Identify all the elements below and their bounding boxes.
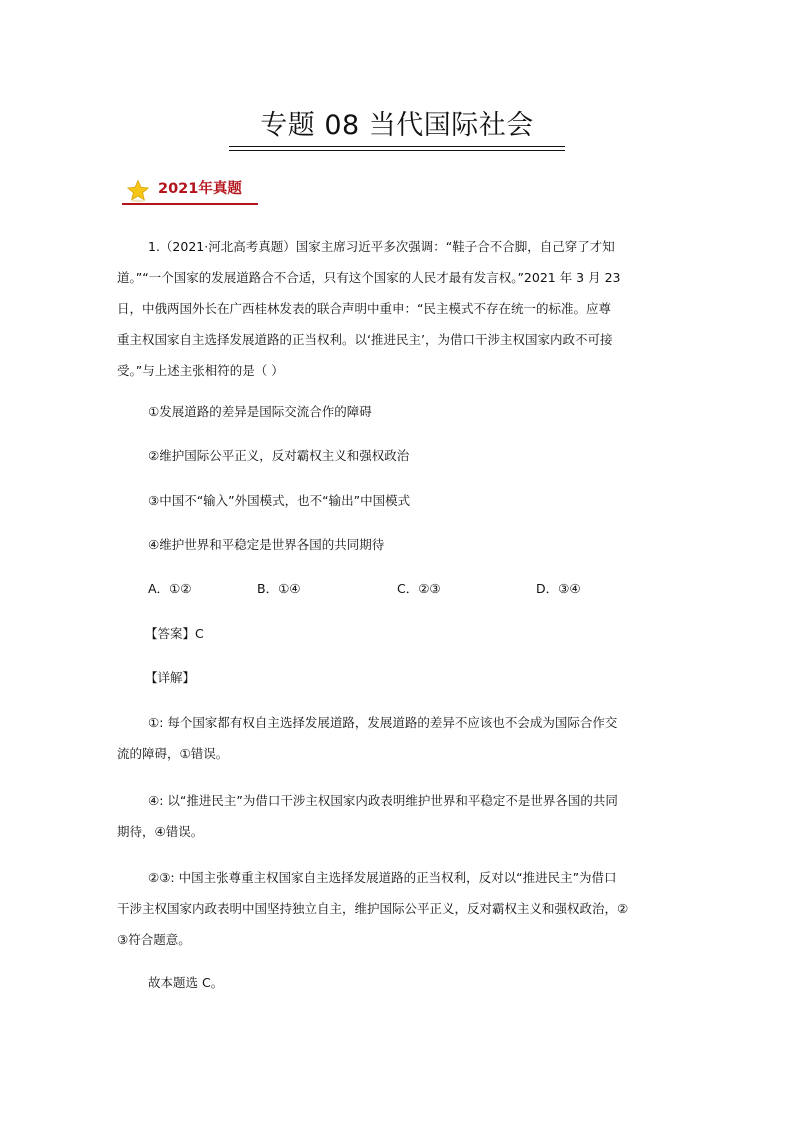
detail-heading: 【详解】 [145, 670, 196, 685]
page-title: 专题 08 当代国际社会 [260, 110, 534, 141]
title-underline-bottom [229, 150, 565, 151]
page-title-container [229, 108, 565, 144]
question-line: 重主权国家自主选择发展道路的正当权利。以‘推进民主’，为借口干涉主权国家内政不可接 [117, 332, 613, 347]
section-header [122, 176, 258, 206]
analysis-line: 期待，④错误。 [117, 824, 204, 839]
question-line: 日，中俄两国外长在广西桂林发表的联合声明中重申：“民主模式不存在统一的标准。应尊 [117, 301, 611, 316]
option-3: ③中国不“输入”外国模式，也不“输出”中国模式 [148, 493, 411, 508]
choice-a: A．①② [148, 581, 192, 596]
analysis-line: 干涉主权国家内政表明中国坚持独立自主，维护国际公平正义，反对霸权主义和强权政治，② [117, 901, 629, 916]
option-2: ②维护国际公平正义，反对霸权主义和强权政治 [148, 448, 410, 463]
answer: 【答案】C [145, 626, 204, 641]
question-line: 道。”“一个国家的发展道路合不合适，只有这个国家的人民才最有发言权。”2021 年 3 月 23 [117, 270, 621, 285]
title-underline-top [229, 146, 565, 147]
section-underline [122, 203, 258, 205]
choice-c: C．②③ [397, 581, 441, 596]
section-label: 2021年真题 [158, 181, 242, 197]
choice-b: B．①④ [257, 581, 301, 596]
analysis-line: ①: 每个国家都有权自主选择发展道路，发展道路的差异不应该也不会成为国际合作交 [148, 715, 618, 730]
answer-choices [0, 579, 794, 601]
question-line: 受。”与上述主张相符的是（ ） [117, 363, 284, 378]
star-icon [126, 179, 150, 203]
analysis-line: 流的障碍，①错误。 [117, 746, 229, 761]
analysis-paragraph-2 [117, 785, 677, 847]
question-line: 1.（2021·河北高考真题）国家主席习近平多次强调：“鞋子合不合脚，自己穿了才知 [148, 239, 615, 254]
analysis-line: ④: 以“推进民主”为借口干涉主权国家内政表明维护世界和平稳定不是世界各国的共同 [148, 793, 618, 808]
option-1: ①发展道路的差异是国际交流合作的障碍 [148, 404, 372, 419]
question-stem [117, 231, 677, 386]
analysis-paragraph-3 [117, 862, 677, 955]
analysis-paragraph-1 [117, 707, 677, 769]
option-4: ④维护世界和平稳定是世界各国的共同期待 [148, 537, 385, 552]
analysis-line: ③符合题意。 [117, 932, 191, 947]
choice-d: D．③④ [536, 581, 581, 596]
conclusion: 故本题选 C。 [148, 975, 224, 990]
analysis-line: ②③: 中国主张尊重主权国家自主选择发展道路的正当权利，反对以“推进民主”为借口 [148, 870, 617, 885]
